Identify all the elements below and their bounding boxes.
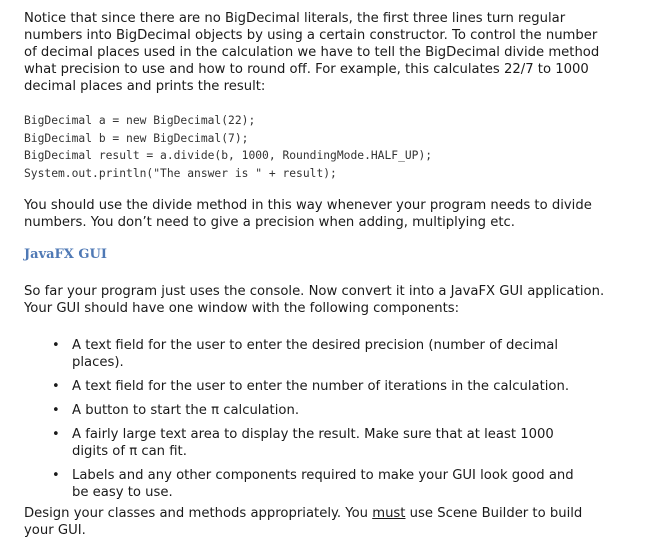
code-line: BigDecimal result = a.divide(b, 1000, RoundingMode.HALF_UP); (24, 149, 433, 162)
design-text-end: use Scene Builder to build your GUI. (24, 506, 583, 538)
list-item-text: A fairly large text area to display the result. Make sure that at least 1000 digits of π can fit. (72, 427, 554, 459)
list-item-text: A text field for the user to enter the number of iterations in the calculation. (72, 379, 570, 394)
design-text-start: Design your classes and methods appropriately. You (24, 506, 373, 521)
bullet-icon: • (52, 427, 60, 442)
bullet-icon: • (52, 468, 60, 483)
list-item-text: A text field for the user to enter the desired precision (number of decimal places). (72, 338, 559, 370)
intro-paragraph: Notice that since there are no BigDecimal literals, the first three lines turn regular numbers into BigDecimal objects by using a certain constructor. To control the number of decimal places used in the calculation we have to tell the BigDecimal divide method what precision to use and how to round off. For example, this calculates 22/7 to 1000 decimal places and prints the result: (24, 11, 600, 94)
list-item (0, 426, 592, 460)
gui-paragraph: So far your program just uses the console. Now convert it into a JavaFX GUI application. Your GUI should have one window with the following components: (24, 284, 605, 316)
code-line: System.out.println("The answer is " + result); (24, 166, 337, 180)
list-item-text: A button to start the π calculation. (72, 403, 300, 418)
list-item (0, 402, 592, 419)
must-emphasis: must (372, 506, 406, 521)
section-heading: JavaFX GUI (24, 247, 107, 262)
bullet-icon: • (52, 379, 60, 394)
list-item-text: Labels and any other components required to make your GUI look good and be easy to use. (72, 468, 574, 500)
list-item (0, 467, 592, 501)
design-paragraph (24, 505, 614, 539)
list-item (0, 337, 592, 371)
components-list (0, 337, 660, 508)
code-line: BigDecimal b = new BigDecimal(7); (24, 131, 249, 145)
bullet-icon: • (52, 338, 60, 353)
divide-paragraph: You should use the divide method in this way whenever your program needs to divide numbers. You don’t need to give a precision when adding, multiplying etc. (24, 198, 592, 230)
code-block (24, 112, 624, 182)
list-item (0, 378, 592, 395)
code-line: BigDecimal a = new BigDecimal(22); (24, 114, 256, 127)
bullet-icon: • (52, 403, 60, 418)
